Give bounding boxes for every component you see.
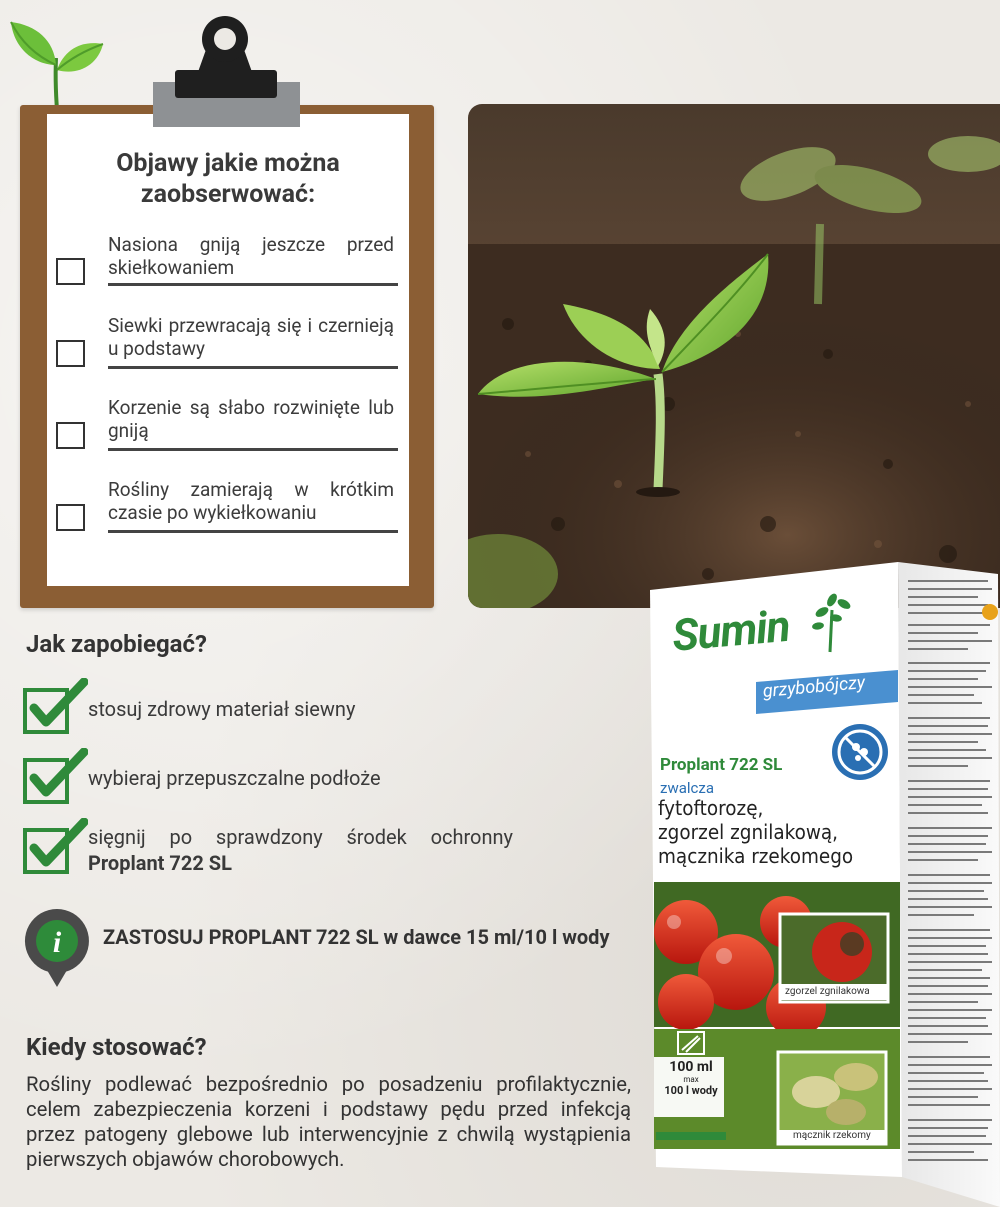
- clipboard-clip-icon: [150, 14, 300, 129]
- checkbox-symptom-1[interactable]: [56, 258, 85, 285]
- product-volume: 100 ml: [669, 1059, 713, 1075]
- check-icon: [22, 678, 88, 736]
- product-disease-2: zgorzel zgnilakową,: [658, 820, 839, 844]
- checklist-title-line1: Objawy jakie można: [116, 149, 340, 178]
- info-icon: [22, 907, 92, 989]
- divider-line: [108, 283, 398, 286]
- symptom-item-1: Nasiona gniją jeszcze przed skiełkowaniem: [108, 233, 394, 279]
- product-name: Proplant 722 SL: [660, 755, 783, 775]
- symptom-item-2: Siewki przewracają się i czernieją u podstawy: [108, 314, 394, 360]
- prevent-item-3: [88, 824, 513, 876]
- product-category: grzybobójczy: [762, 672, 866, 702]
- checkbox-symptom-2[interactable]: [56, 340, 85, 367]
- checkbox-symptom-3[interactable]: [56, 422, 85, 449]
- divider-line: [108, 530, 398, 533]
- prevent-item-2: wybieraj przepuszczalne podłoże: [88, 766, 381, 790]
- product-dose: 100 l wody: [664, 1084, 718, 1097]
- divider-line: [108, 448, 398, 451]
- prevent-heading: Jak zapobiegać?: [26, 630, 207, 658]
- product-fights-label: zwalcza: [660, 779, 714, 797]
- product-disease-1: fytoftorozę,: [658, 796, 764, 820]
- when-heading: Kiedy stosować?: [26, 1033, 207, 1061]
- product-disease-3: mącznika rzekomego: [658, 844, 854, 868]
- when-description: Rośliny podlewać bezpośrednio po posadzeniu profilaktycznie, celem zabezpieczenia korzeni i podstawy pędu przed infekcją przez patogeny glebowe lub interwencyjnie z chwilą wystąpienia pierwszych objawów chorobowych.: [26, 1072, 631, 1171]
- symptom-item-3: Korzenie są słabo rozwinięte lub gniją: [108, 396, 394, 442]
- checklist-title-line2: zaobserwować:: [140, 180, 316, 209]
- prevent-item-1: stosuj zdrowy materiał siewny: [88, 697, 356, 721]
- symptom-item-4: Rośliny zamierają w krótkim czasie po wykiełkowaniu: [108, 478, 394, 524]
- product-brand: Sumin: [670, 599, 792, 662]
- product-name-bold: Proplant 722 SL: [88, 851, 232, 875]
- product-diseases: [658, 796, 853, 868]
- product-volume-block: [656, 1059, 726, 1097]
- photo1-caption: zgorzel zgnilakowa: [785, 986, 870, 997]
- seedling-photo: [468, 104, 1000, 608]
- check-icon: [22, 748, 88, 806]
- divider-line: [108, 366, 398, 369]
- checkbox-symptom-4[interactable]: [56, 504, 85, 531]
- checklist-title: [47, 148, 409, 210]
- prevent-item-3-text: sięgnij po sprawdzony środek ochronny: [88, 825, 513, 849]
- svg-text:i: i: [52, 926, 62, 959]
- dosage-info: ZASTOSUJ PROPLANT 722 SL w dawce 15 ml/10 l wody: [103, 925, 610, 949]
- check-icon: [22, 818, 88, 876]
- photo2-caption: mącznik rzekomy: [793, 1130, 871, 1141]
- product-dose-max: max: [683, 1075, 699, 1084]
